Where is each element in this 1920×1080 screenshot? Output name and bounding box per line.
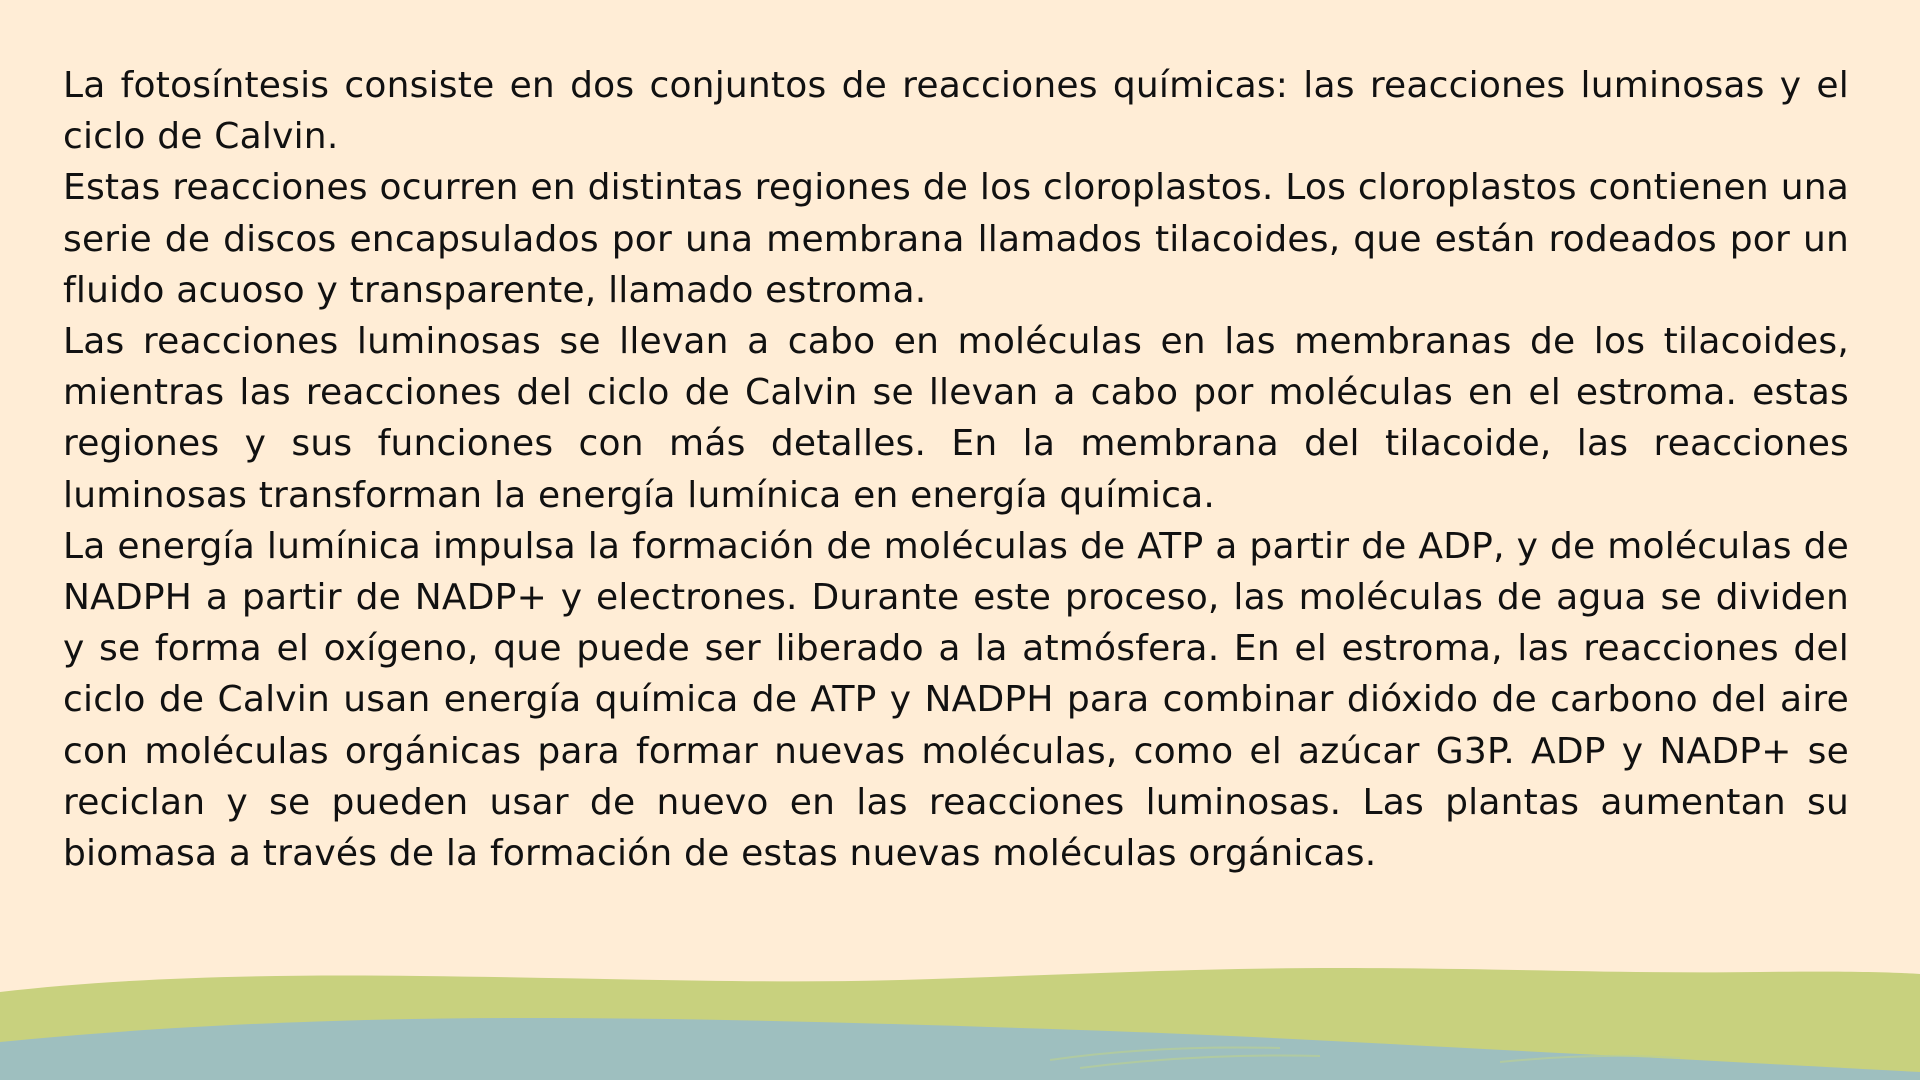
paragraph-locations: Las reacciones luminosas se llevan a cabo en moléculas en las membranas de los tilacoides, mientras las reacciones del ciclo de Calvin se llevan a cabo por moléculas en el estroma. estas regiones y sus funciones con más detalles. En la membrana del tilacoide, las reacciones luminosas transforman la energía lumínica en energía química. xyxy=(63,321,1849,516)
paragraph-chloroplasts: Estas reacciones ocurren en distintas regiones de los cloroplastos. Los cloroplastos contienen una serie de discos encapsulados por una membrana llamados tilacoides, que están rodeados por un fluido acuoso y transparente, llamado estroma. xyxy=(63,167,1849,311)
body-text xyxy=(63,60,1849,879)
paragraph-intro: La fotosíntesis consiste en dos conjuntos de reacciones químicas: las reacciones luminosas y el ciclo de Calvin. xyxy=(63,65,1849,158)
wave-decoration xyxy=(0,950,1920,1080)
paragraph-process: La energía lumínica impulsa la formación de moléculas de ATP a partir de ADP, y de moléculas de NADPH a partir de NADP+ y electrones. Durante este proceso, las moléculas de agua se dividen y se forma el oxígeno, que puede ser liberado a la atmósfera. En el estroma, las reacciones del ciclo de Calvin usan energía química de ATP y NADPH para combinar dióxido de carbono del aire con moléculas orgánicas para formar nuevas moléculas, como el azúcar G3P. ADP y NADP+ se reciclan y se pueden usar de nuevo en las reacciones luminosas. Las plantas aumentan su biomasa a través de la formación de estas nuevas moléculas orgánicas. xyxy=(63,525,1849,875)
